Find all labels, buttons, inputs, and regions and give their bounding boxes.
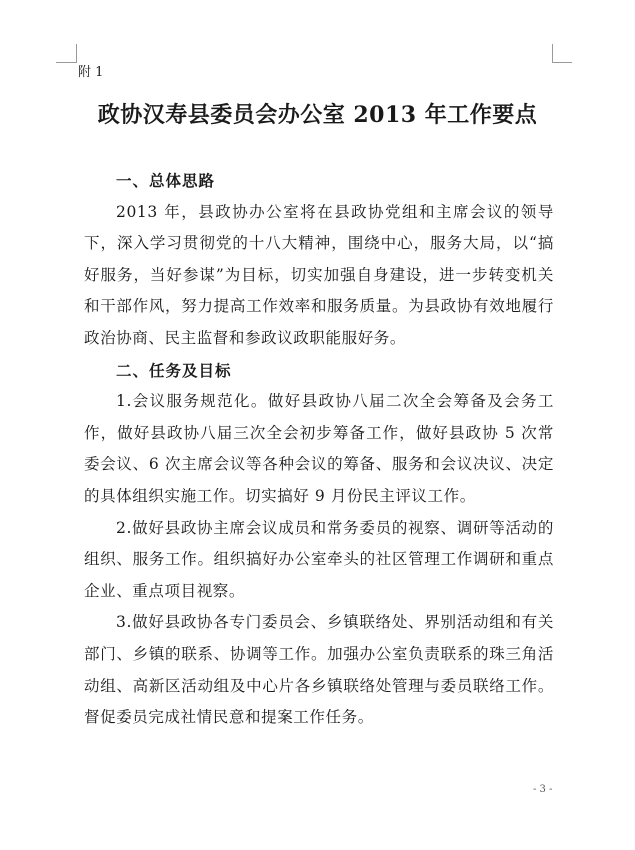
section-heading: 二、任务及目标	[116, 360, 232, 380]
section-overall-approach	[84, 165, 554, 355]
page-number: - 3 -	[533, 784, 553, 795]
document-title: 政协汉寿县委员会办公室 2013 年工作要点	[97, 102, 538, 128]
section-tasks-and-goals	[84, 355, 554, 734]
crop-mark-top-right-vertical	[552, 44, 553, 63]
crop-mark-top-left-vertical	[76, 44, 77, 63]
crop-mark-top-right-horizontal	[552, 62, 572, 63]
body-paragraph: 3.做好县政协各专门委员会、乡镇联络处、界别活动组和有关部门、乡镇的联系、协调等工作。加强办公室负责联系的珠三角活动组、高新区活动组及中心片各乡镇联络处管理与委员联络工作。督促委员完成社情民意和提案工作任务。	[84, 613, 554, 727]
body-paragraph: 2013 年，县政协办公室将在县政协党组和主席会议的领导下，深入学习贯彻党的十八大精神，围绕中心，服务大局，以“搞好服务，当好参谋”为目标，切实加强自身建设，进一步转变机关和干部作风，努力提高工作效率和服务质量。为县政协有效地履行政治协商、民主监督和参政议政职能服好务。	[84, 202, 554, 347]
body-paragraph: 2.做好县政协主席会议成员和常务委员的视察、调研等活动的组织、服务工作。组织搞好办公室牵头的社区管理工作调研和重点企业、重点项目视察。	[84, 518, 554, 600]
annex-label: 附 1	[78, 65, 104, 80]
document-body	[84, 165, 554, 734]
crop-mark-top-left-horizontal	[56, 62, 76, 63]
section-heading: 一、总体思路	[116, 171, 216, 190]
body-paragraph: 1.会议服务规范化。做好县政协八届二次全会筹备及会务工作，做好县政协八届三次全会初步筹备工作，做好县政协 5 次常委会议、6 次主席会议等各种会议的筹备、服务和会议决议、决定的具体组织实施工作。切实搞好 9 月份民主评议工作。	[84, 392, 554, 505]
